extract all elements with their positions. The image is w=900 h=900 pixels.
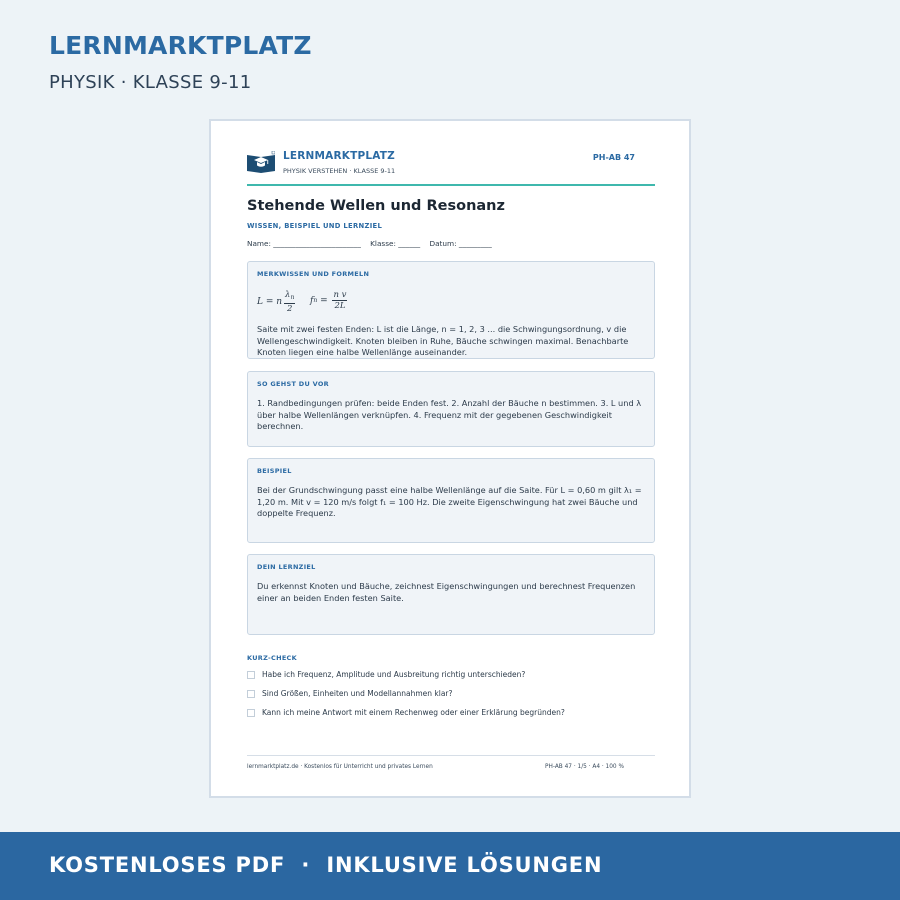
worksheet-tagline: PHYSIK VERSTEHEN · KLASSE 9-11 <box>283 167 396 175</box>
quick-check-title: KURZ-CHECK <box>247 654 297 662</box>
box-title: BEISPIEL <box>257 467 292 475</box>
box-procedure <box>247 371 655 447</box>
graduation-cap-icon <box>247 151 275 173</box>
box-learning-goal <box>247 554 655 635</box>
box-title: MERKWISSEN UND FORMELN <box>257 270 370 278</box>
checkbox[interactable] <box>247 709 255 717</box>
formula-length: L = n $\frac{\lambda_n}{2}$ <box>257 290 295 314</box>
quick-check-item: Habe ich Frequenz, Amplitude und Ausbreitung richtig unterschieden? <box>247 670 525 679</box>
footer-right: PH-AB 47 · 1/5 · A4 · 100 % <box>545 764 624 770</box>
header-divider <box>247 184 655 186</box>
worksheet-title: Stehende Wellen und Resonanz <box>247 198 505 214</box>
box-text: 1. Randbedingungen prüfen: beide Enden fest. 2. Anzahl der Bäuche n bestimmen. 3. L und λ über halbe Wellenlängen verknüpfen. 4. Frequenz mit der gegebenen Geschwindigkeit berechnen. <box>257 398 642 432</box>
worksheet-kicker: WISSEN, BEISPIEL UND LERNZIEL <box>247 222 383 230</box>
box-formulas <box>247 261 655 359</box>
box-text: Saite mit zwei festen Enden: L ist die Länge, n = 1, 2, 3 ... die Schwingungsordnung, v die Wellengeschwindigkeit. Knoten bleiben in Ruhe, Bäuche schwingen maximal. Benachbarte Knoten liegen eine halbe Wellenlänge auseinander. <box>257 324 629 358</box>
formula-frequency: f n = $\frac{\text{n v}}{2L}$ <box>310 290 347 311</box>
checkbox[interactable] <box>247 690 255 698</box>
bottom-banner <box>0 832 900 900</box>
footer-left: lernmarktplatz.de · Kostenlos für Unterricht und privates Lernen <box>247 764 433 770</box>
name-class-date-line: Name: ________________________ Klasse: ______ Datum: _________ <box>247 239 492 248</box>
worksheet-header <box>247 149 655 185</box>
banner-text: KOSTENLOSES PDF · INKLUSIVE LÖSUNGEN <box>49 853 603 877</box>
worksheet-brand: LERNMARKTPLATZ <box>283 150 395 162</box>
footer-divider <box>247 755 655 756</box>
quick-check-item: Sind Größen, Einheiten und Modellannahmen klar? <box>247 689 453 698</box>
worksheet-code: PH-AB 47 <box>592 153 635 162</box>
formula-row <box>257 288 645 318</box>
brand-title: LERNMARKTPLATZ <box>49 31 312 60</box>
box-title: DEIN LERNZIEL <box>257 563 316 571</box>
box-example <box>247 458 655 543</box>
checkbox[interactable] <box>247 671 255 679</box>
box-text: Bei der Grundschwingung passt eine halbe Wellenlänge auf die Saite. Für L = 0,60 m gilt λ₁ = 1,20 m. Mit v = 120 m/s folgt f₁ = 100 Hz. Die zweite Eigenschwingung hat zwei Bäuche und doppelte Frequenz. <box>257 485 642 519</box>
quick-check-item: Kann ich meine Antwort mit einem Rechenweg oder einer Erklärung begründen? <box>247 708 565 717</box>
worksheet-preview <box>209 119 691 798</box>
subject-line: PHYSIK · KLASSE 9-11 <box>49 72 252 93</box>
box-title: SO GEHST DU VOR <box>257 380 329 388</box>
box-text: Du erkennst Knoten und Bäuche, zeichnest Eigenschwingungen und berechnest Frequenzen einer an beiden Enden festen Saite. <box>257 581 636 603</box>
